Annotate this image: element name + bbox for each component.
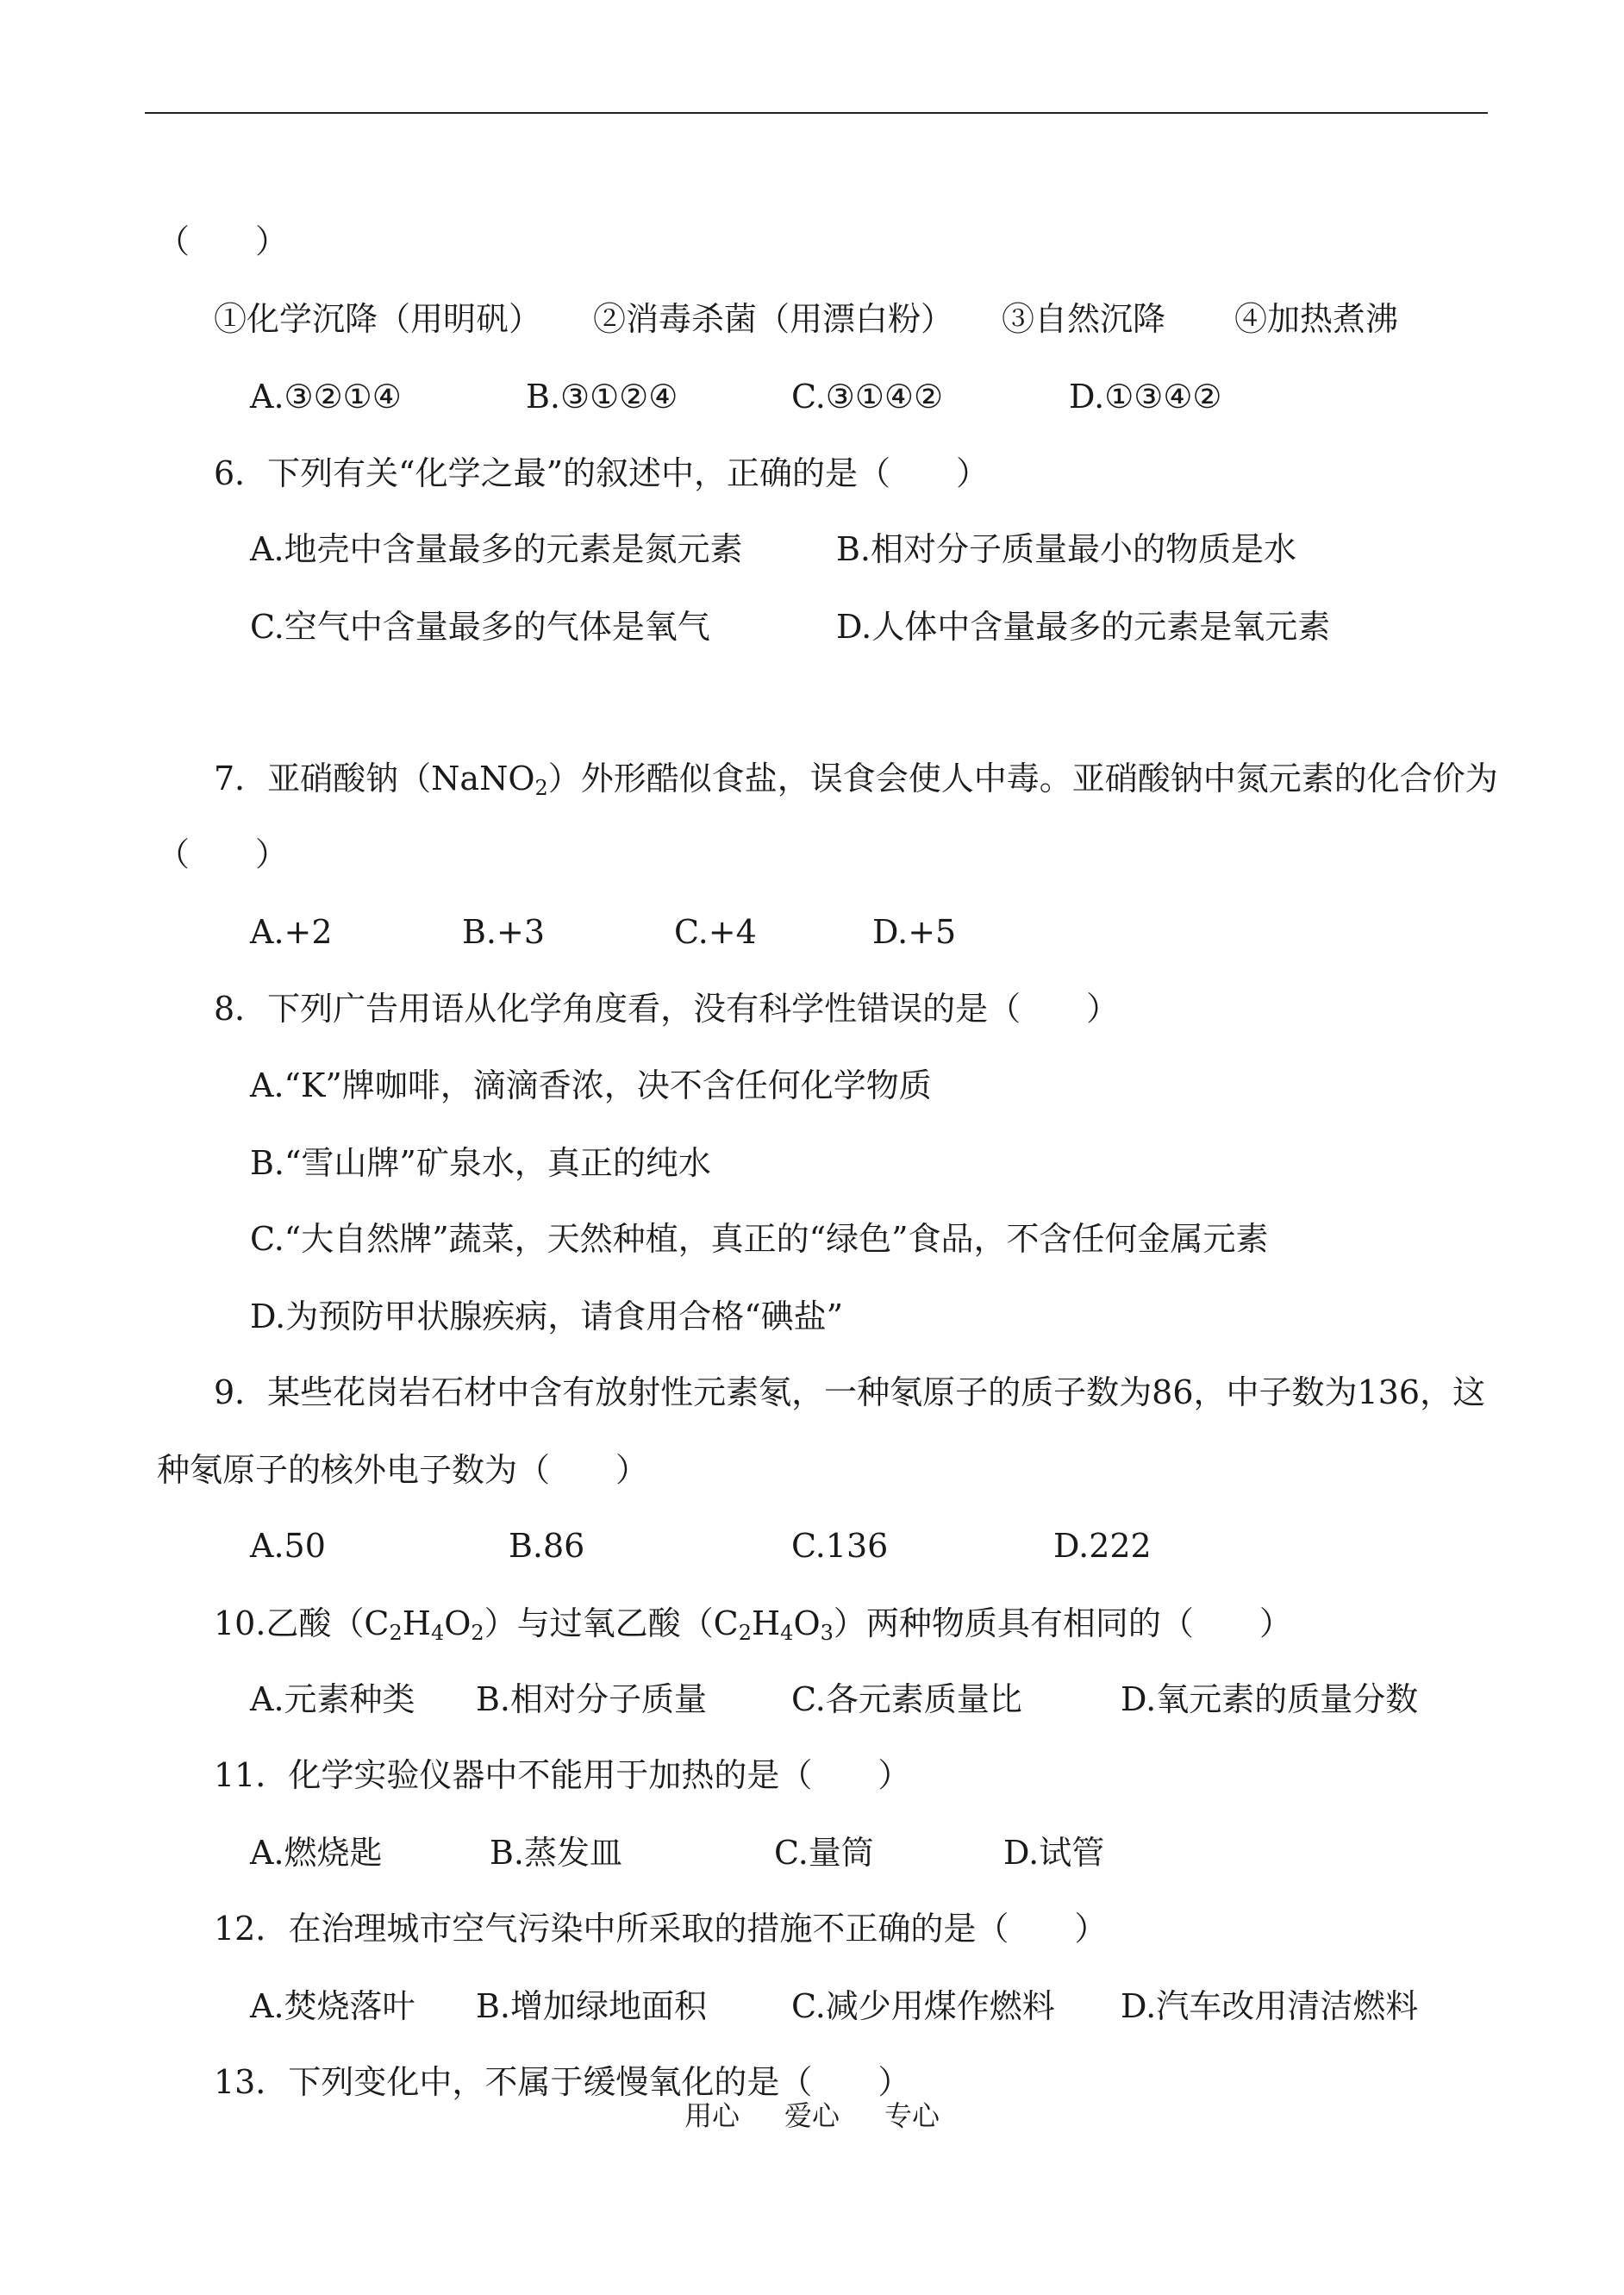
q5-option-d: D.①③④② bbox=[1069, 378, 1222, 416]
q13-stem: 13．下列变化中，不属于缓慢氧化的是（ ） bbox=[214, 2063, 911, 2101]
q5-step-2: ②消毒杀菌（用漂白粉） bbox=[593, 300, 954, 338]
q12-option-d: D.汽车改用清洁燃料 bbox=[1121, 1987, 1419, 2025]
q5-bracket: （ ） bbox=[157, 222, 289, 260]
q7-option-d: D.+5 bbox=[872, 913, 957, 951]
q12-option-a: A.焚烧落叶 bbox=[250, 1987, 415, 2025]
q5-option-a: A.③②①④ bbox=[250, 378, 402, 416]
page-footer bbox=[0, 2098, 1624, 2133]
q8-stem: 8．下列广告用语从化学角度看，没有科学性错误的是（ ） bbox=[214, 990, 1120, 1028]
q9-stem-line-2: 种氡原子的核外电子数为（ ） bbox=[157, 1451, 649, 1489]
q11-option-d: D.试管 bbox=[1003, 1834, 1105, 1872]
q9-option-c: C.136 bbox=[791, 1527, 889, 1565]
q7-option-c: C.+4 bbox=[674, 913, 757, 951]
q11-option-c: C.量筒 bbox=[774, 1834, 874, 1872]
q10-option-a: A.元素种类 bbox=[250, 1680, 415, 1718]
q6-option-d: D.人体中含量最多的元素是氧元素 bbox=[836, 608, 1331, 646]
header-rule bbox=[145, 112, 1488, 114]
q9-stem-line-1: 9．某些花岗岩石材中含有放射性元素氡，一种氡原子的质子数为86，中子数为136，这 bbox=[214, 1373, 1486, 1411]
q10-option-c: C.各元素质量比 bbox=[791, 1680, 1022, 1718]
q7-stem: 7．亚硝酸钠（NaNO$_2$）外形酷似食盐，误食会使人中毒。亚硝酸钠中氮元素的化合价为 bbox=[214, 760, 1498, 800]
q9-option-d: D.222 bbox=[1053, 1527, 1152, 1565]
q9-option-a: A.50 bbox=[250, 1527, 326, 1565]
q8-option-c: C.“大自然牌”蔬菜，天然种植，真正的“绿色”食品，不含任何金属元素 bbox=[250, 1220, 1269, 1258]
q5-option-b: B.③①②④ bbox=[526, 378, 678, 416]
q10-option-d: D.氧元素的质量分数 bbox=[1121, 1680, 1419, 1718]
q12-option-c: C.减少用煤作燃料 bbox=[791, 1987, 1055, 2025]
q11-option-a: A.燃烧匙 bbox=[250, 1834, 383, 1872]
q7-option-b: B.+3 bbox=[462, 913, 546, 951]
q6-option-b: B.相对分子质量最小的物质是水 bbox=[836, 530, 1297, 568]
q9-option-b: B.86 bbox=[509, 1527, 585, 1565]
q8-option-d: D.为预防甲状腺疾病，请食用合格“碘盐” bbox=[250, 1298, 844, 1335]
footer-item: 爱心 bbox=[784, 2099, 840, 2132]
q6-option-c: C.空气中含量最多的气体是氧气 bbox=[250, 608, 710, 646]
q7-bracket: （ ） bbox=[157, 835, 289, 873]
q8-option-a: A.“K”牌咖啡，滴滴香浓，决不含任何化学物质 bbox=[250, 1066, 932, 1104]
q5-step-4: ④加热煮沸 bbox=[1234, 300, 1399, 338]
q5-step-1: ①化学沉降（用明矾） bbox=[214, 300, 542, 338]
q5-option-c: C.③①④② bbox=[791, 378, 944, 416]
q11-option-b: B.蒸发皿 bbox=[490, 1834, 623, 1872]
q10-stem: 10.乙酸$(C_2H_4O_2)$与过氧乙酸$(C_2H_4O_3)$两种物质具有相同的（ ） bbox=[214, 1604, 1292, 1645]
q10-option-b: B.相对分子质量 bbox=[476, 1680, 708, 1718]
q12-option-b: B.增加绿地面积 bbox=[476, 1987, 708, 2025]
q6-stem: 6．下列有关“化学之最”的叙述中，正确的是（ ） bbox=[214, 454, 990, 492]
q7-option-a: A.+2 bbox=[250, 913, 333, 951]
q11-stem: 11．化学实验仪器中不能用于加热的是（ ） bbox=[214, 1756, 911, 1794]
q5-step-3: ③自然沉降 bbox=[1002, 300, 1166, 338]
footer-item: 用心 bbox=[684, 2099, 740, 2132]
q6-option-a: A.地壳中含量最多的元素是氮元素 bbox=[250, 530, 743, 568]
q8-option-b: B.“雪山牌”矿泉水，真正的纯水 bbox=[250, 1144, 711, 1182]
q12-stem: 12．在治理城市空气污染中所采取的措施不正确的是（ ） bbox=[214, 1910, 1108, 1948]
footer-item: 专心 bbox=[884, 2099, 940, 2132]
